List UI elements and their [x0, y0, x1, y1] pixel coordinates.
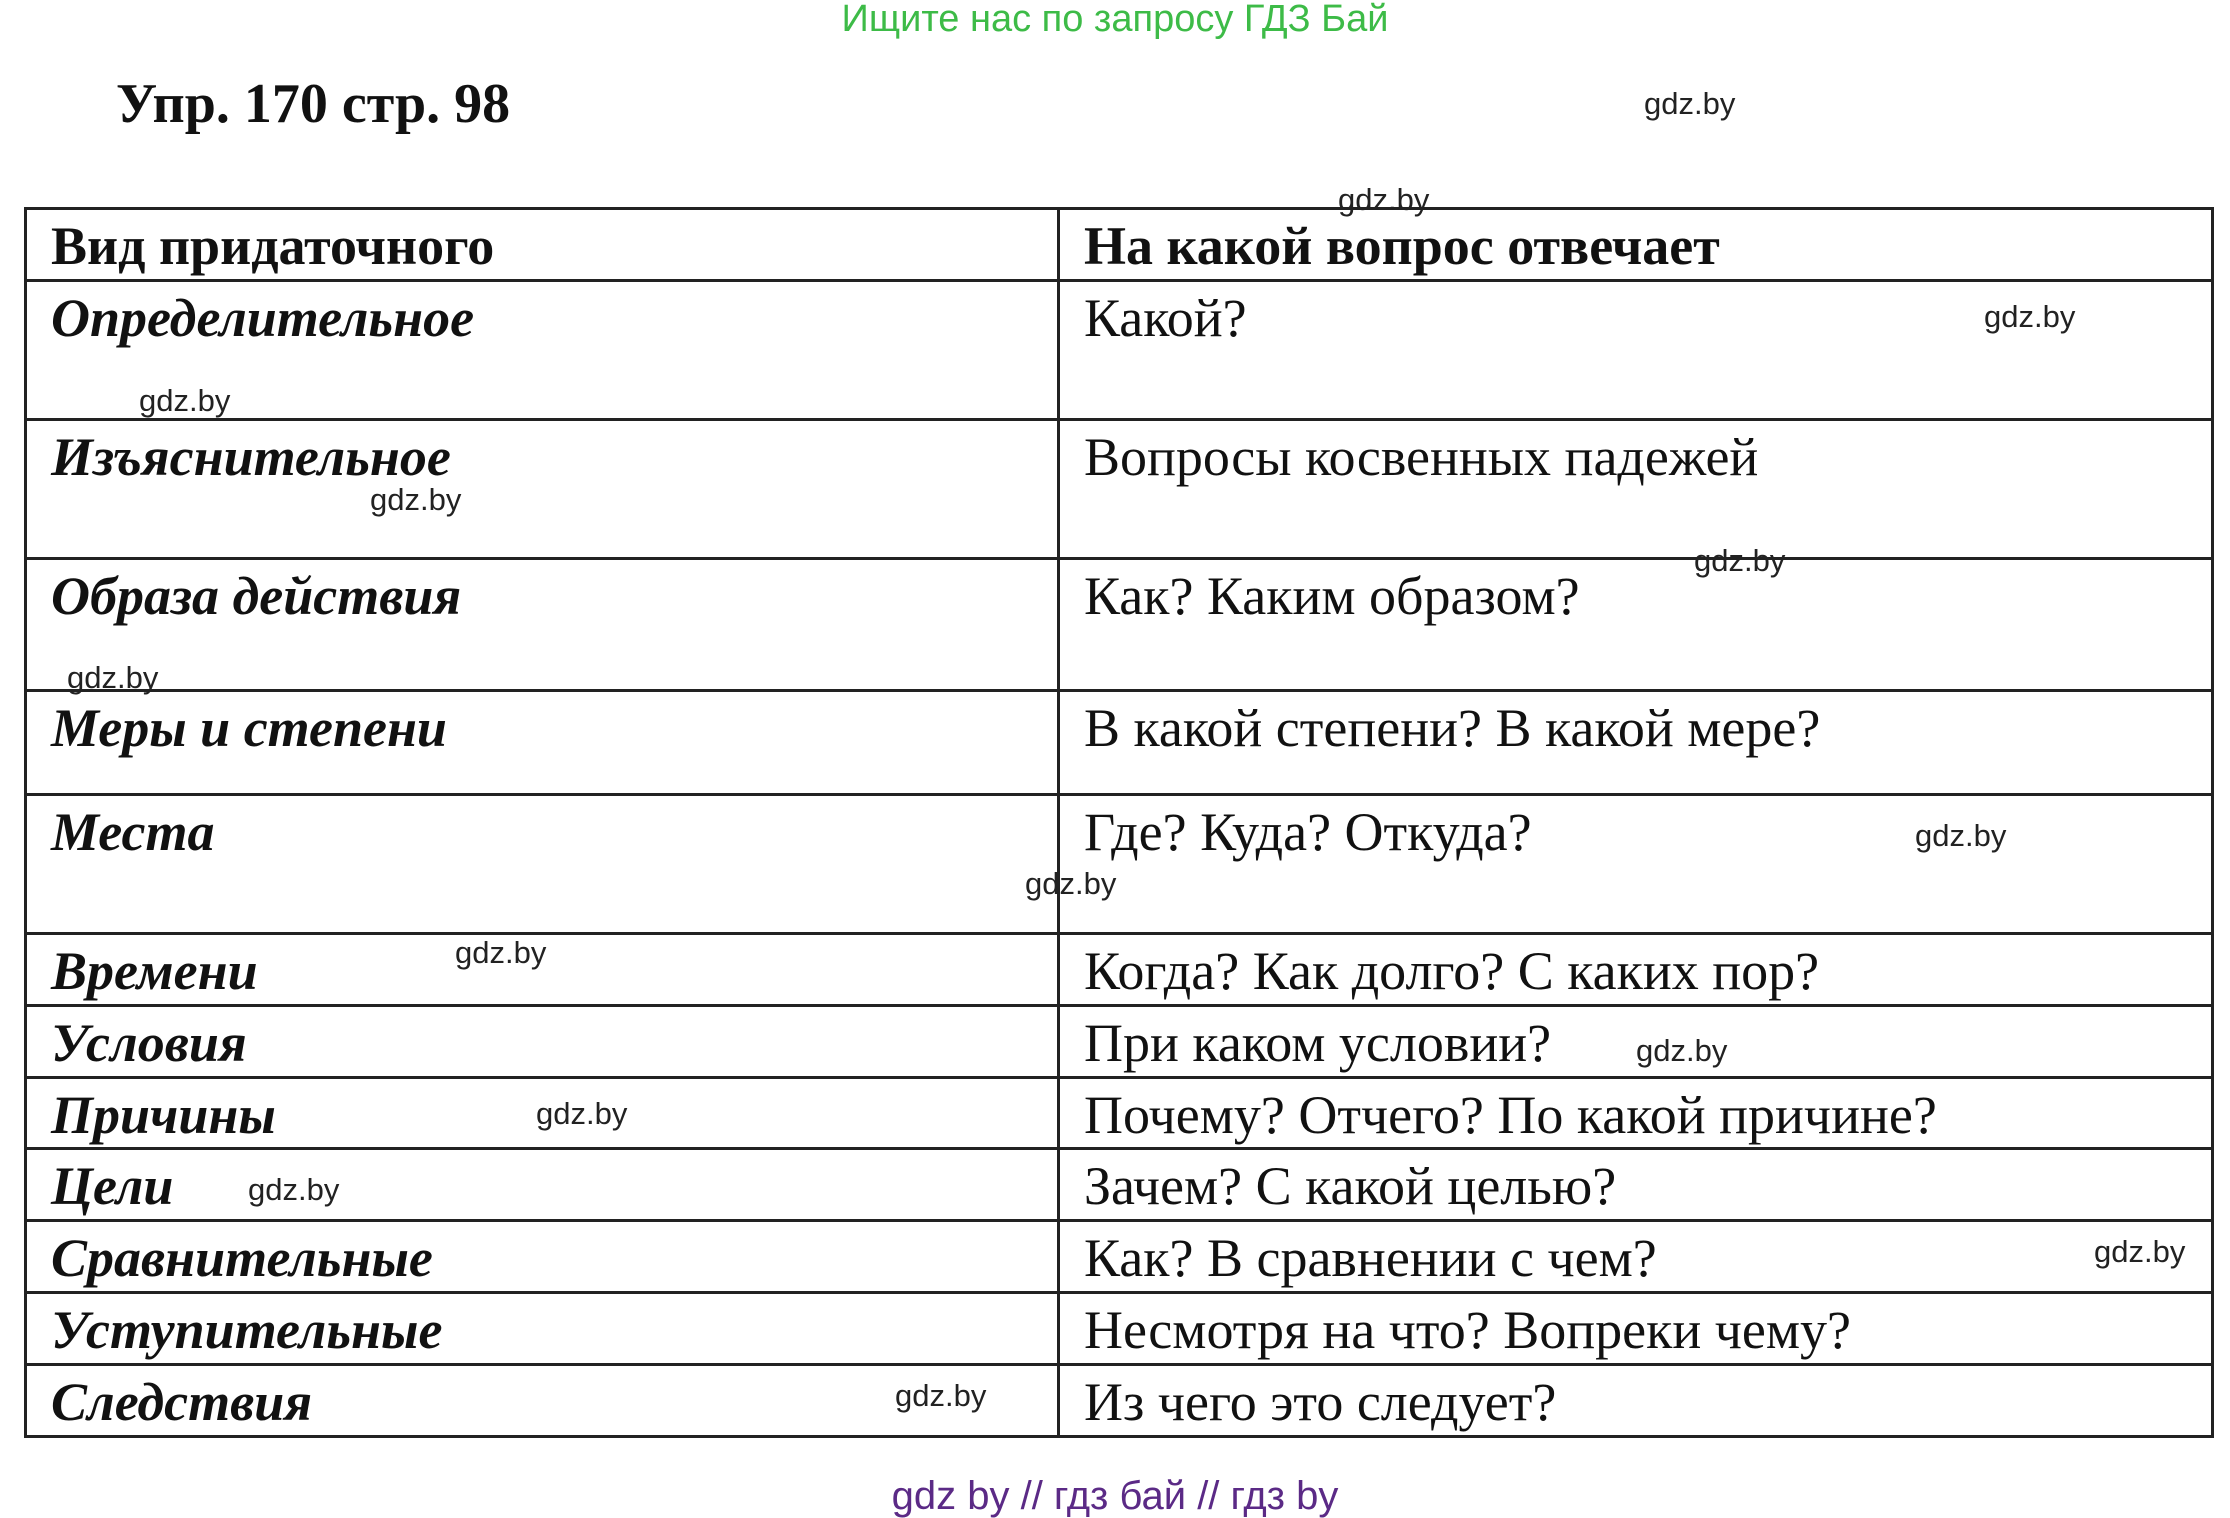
row-question: Из чего это следует?: [1059, 1364, 2213, 1436]
table-row: [26, 795, 2213, 934]
table-row: [26, 934, 2213, 1006]
row-kind: Сравнительные: [26, 1221, 1059, 1293]
table-header-row: [26, 209, 2213, 281]
row-kind: Изъяснительное: [26, 420, 1059, 559]
table-row: [26, 1149, 2213, 1221]
watermark: gdz.by: [536, 1096, 628, 1131]
watermark: gdz.by: [370, 482, 462, 517]
row-question: Какой?: [1059, 281, 2213, 420]
table-row: [26, 691, 2213, 795]
watermark: gdz.by: [1694, 543, 1786, 578]
watermark: gdz.by: [139, 383, 231, 418]
top-banner: Ищите нас по запросу ГДЗ Бай: [841, 0, 1389, 40]
row-question: В какой степени? В какой мере?: [1059, 691, 2213, 795]
row-question: Когда? Как долго? С каких пор?: [1059, 934, 2213, 1006]
row-question: Как? В сравнении с чем?: [1059, 1221, 2213, 1293]
row-kind: Причины: [26, 1077, 1059, 1149]
watermark: gdz.by: [1025, 866, 1117, 901]
row-kind: Времени: [26, 934, 1059, 1006]
watermark: gdz.by: [895, 1378, 987, 1413]
row-question: Вопросы косвенных падежей: [1059, 420, 2213, 559]
row-kind: Образа действия: [26, 559, 1059, 691]
row-question: Почему? Отчего? По какой причине?: [1059, 1077, 2213, 1149]
table-row: [26, 1292, 2213, 1364]
watermark: gdz.by: [1338, 182, 1430, 217]
row-question: При каком условии?: [1059, 1005, 2213, 1077]
answer-table: [24, 207, 2214, 1438]
watermark: gdz.by: [1636, 1033, 1728, 1068]
watermark: gdz.by: [455, 935, 547, 970]
page-title: Упр. 170 стр. 98: [116, 73, 511, 135]
row-kind: Определительное: [26, 281, 1059, 420]
watermark: gdz.by: [2094, 1234, 2186, 1269]
watermark: gdz.by: [248, 1172, 340, 1207]
row-kind: Цели: [26, 1149, 1059, 1221]
row-kind: Уступительные: [26, 1292, 1059, 1364]
table-row: [26, 1364, 2213, 1436]
row-question: Зачем? С какой целью?: [1059, 1149, 2213, 1221]
watermark: gdz.by: [1984, 299, 2076, 334]
table-row: [26, 1077, 2213, 1149]
table-row: [26, 1005, 2213, 1077]
row-question: Как? Каким образом?: [1059, 559, 2213, 691]
table-row: [26, 281, 2213, 420]
watermark: gdz.by: [1915, 818, 2007, 853]
table-row: [26, 1221, 2213, 1293]
row-question: Несмотря на что? Вопреки чему?: [1059, 1292, 2213, 1364]
header-question: На какой вопрос отвечает: [1059, 209, 2213, 281]
row-question: Где? Куда? Откуда?: [1059, 795, 2213, 934]
row-kind: Меры и степени: [26, 691, 1059, 795]
header-kind: Вид придаточного: [26, 209, 1059, 281]
row-kind: Условия: [26, 1005, 1059, 1077]
watermark: gdz.by: [1644, 86, 1736, 121]
table-row: [26, 420, 2213, 559]
row-kind: Следствия: [26, 1364, 1059, 1436]
row-kind: Места: [26, 795, 1059, 934]
table-row: [26, 559, 2213, 691]
watermark: gdz.by: [67, 660, 159, 695]
footer-watermark: gdz by // гдз бай // гдз by: [891, 1474, 1339, 1518]
